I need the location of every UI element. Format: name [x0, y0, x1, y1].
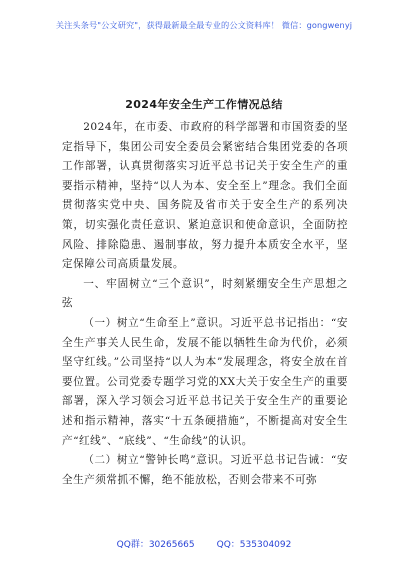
paragraph-1-1: （一）树立“生命至上”意识。习近平总书记指出：“安全生产事关人民生命，发展不能以牺牲生命为代价，必须坚守红线。”公司坚持“以人为本”发展理念，将安全放在首要位置。公司党委专题学习党的XX大关于安全生产的重要部署，深入学习领会习近平总书记关于安全生产的重要论述和指示精神，落实“十五条硬措施”，不断提高对安全生产“红线”、“底线”、“生命线”的认识。	[62, 316, 348, 447]
contact-footer	[0, 537, 408, 550]
document-title: 2024年安全生产工作情况总结	[125, 98, 283, 111]
paragraph-1-2: （二）树立“警钟长鸣”意识。习近平总书记告诫：“安全生产须常抓不懈，绝不能放松，否则会带来不可弥	[62, 454, 348, 486]
qq-number: QQ：535304092	[216, 540, 292, 550]
document-body	[62, 118, 348, 490]
qq-group-number: QQ群：30265665	[116, 540, 195, 550]
paragraph-intro: 2024年，在市委、市政府的科学部署和市国资委的坚定指导下，集团公司安全委员会紧密结合集团党委的各项工作部署，认真贯彻落实习近平总书记关于安全生产的重要指示精神，坚持“以人为本、安全至上”理念。我们全面贯彻落实党中央、国务院及省市关于安全生产的系列决策，切实强化责任意识、紧迫意识和使命意识，全面防控风险、排除隐患、遏制事故，努力提升本质安全水平，坚定保障公司高质量发展。	[62, 121, 348, 271]
section-heading-1: 一、牢固树立“三个意识”，时刻紧绷安全生产思想之弦	[62, 277, 348, 310]
promo-banner: 关注头条号"公文研究"，获得最新最全最专业的公文资料库！ 微信：gongwenyj	[55, 20, 353, 30]
